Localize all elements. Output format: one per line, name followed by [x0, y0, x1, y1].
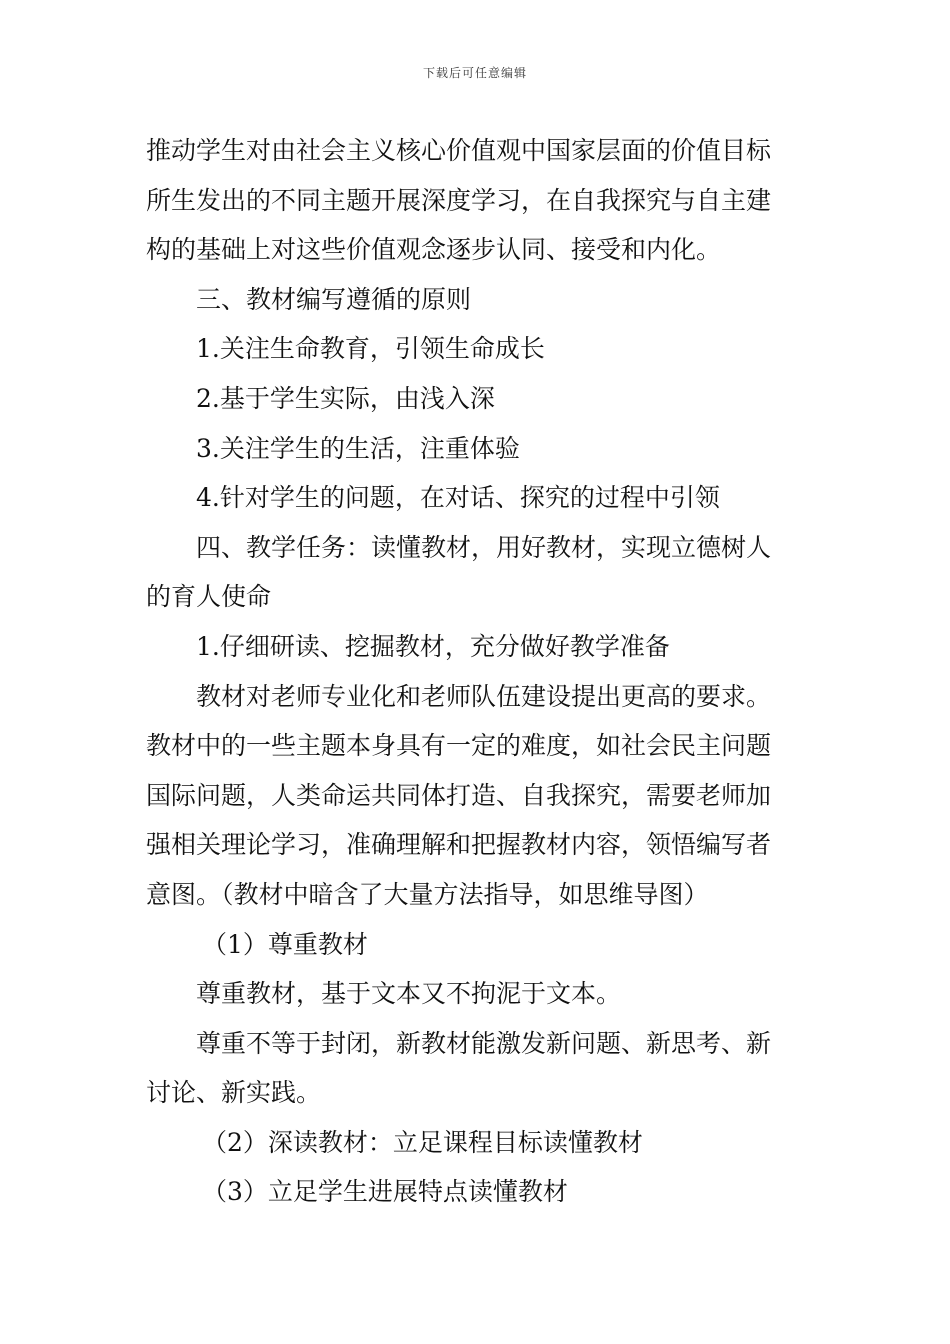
text-line: 所生发出的不同主题开展深度学习，在自我探究与自主建	[146, 185, 772, 215]
text-line: 强相关理论学习，准确理解和把握教材内容，领悟编写者	[146, 830, 772, 860]
sub-item: （2）深读教材：立足课程目标读懂教材	[202, 1127, 643, 1157]
paragraph-start: 尊重教材，基于文本又不拘泥于文本。	[196, 979, 622, 1009]
document-body	[146, 126, 808, 1217]
list-item: 2.基于学生实际，由浅入深	[196, 383, 495, 413]
list-item: 1.仔细研读、挖掘教材，充分做好教学准备	[196, 631, 670, 661]
page-header: 下载后可任意编辑	[422, 66, 527, 80]
text-line: 的育人使命	[146, 582, 272, 612]
paragraph-start: 尊重不等于封闭，新教材能激发新问题、新思考、新	[196, 1028, 772, 1058]
list-item: 3.关注学生的生活，注重体验	[196, 433, 520, 463]
section-heading: 四、教学任务：读懂教材，用好教材，实现立德树人	[196, 532, 772, 562]
section-heading: 三、教材编写遵循的原则	[196, 284, 472, 314]
text-line: 讨论、新实践。	[146, 1078, 322, 1108]
sub-item: （3）立足学生进展特点读懂教材	[202, 1177, 568, 1207]
text-line: 意图。（教材中暗含了大量方法指导，如思维导图）	[146, 879, 709, 909]
list-item: 4.针对学生的问题，在对话、探究的过程中引领	[196, 483, 720, 513]
text-line: 构的基础上对这些价值观念逐步认同、接受和内化。	[146, 235, 722, 265]
text-line: 国际问题，人类命运共同体打造、自我探究，需要老师加	[146, 780, 772, 810]
sub-item: （1）尊重教材	[202, 929, 368, 959]
paragraph-start: 教材对老师专业化和老师队伍建设提出更高的要求。	[196, 681, 772, 711]
text-line: 推动学生对由社会主义核心价值观中国家层面的价值目标	[146, 136, 772, 165]
text-line: 教材中的一些主题本身具有一定的难度，如社会民主问题	[146, 731, 772, 761]
list-item: 1.关注生命教育，引领生命成长	[196, 334, 545, 364]
